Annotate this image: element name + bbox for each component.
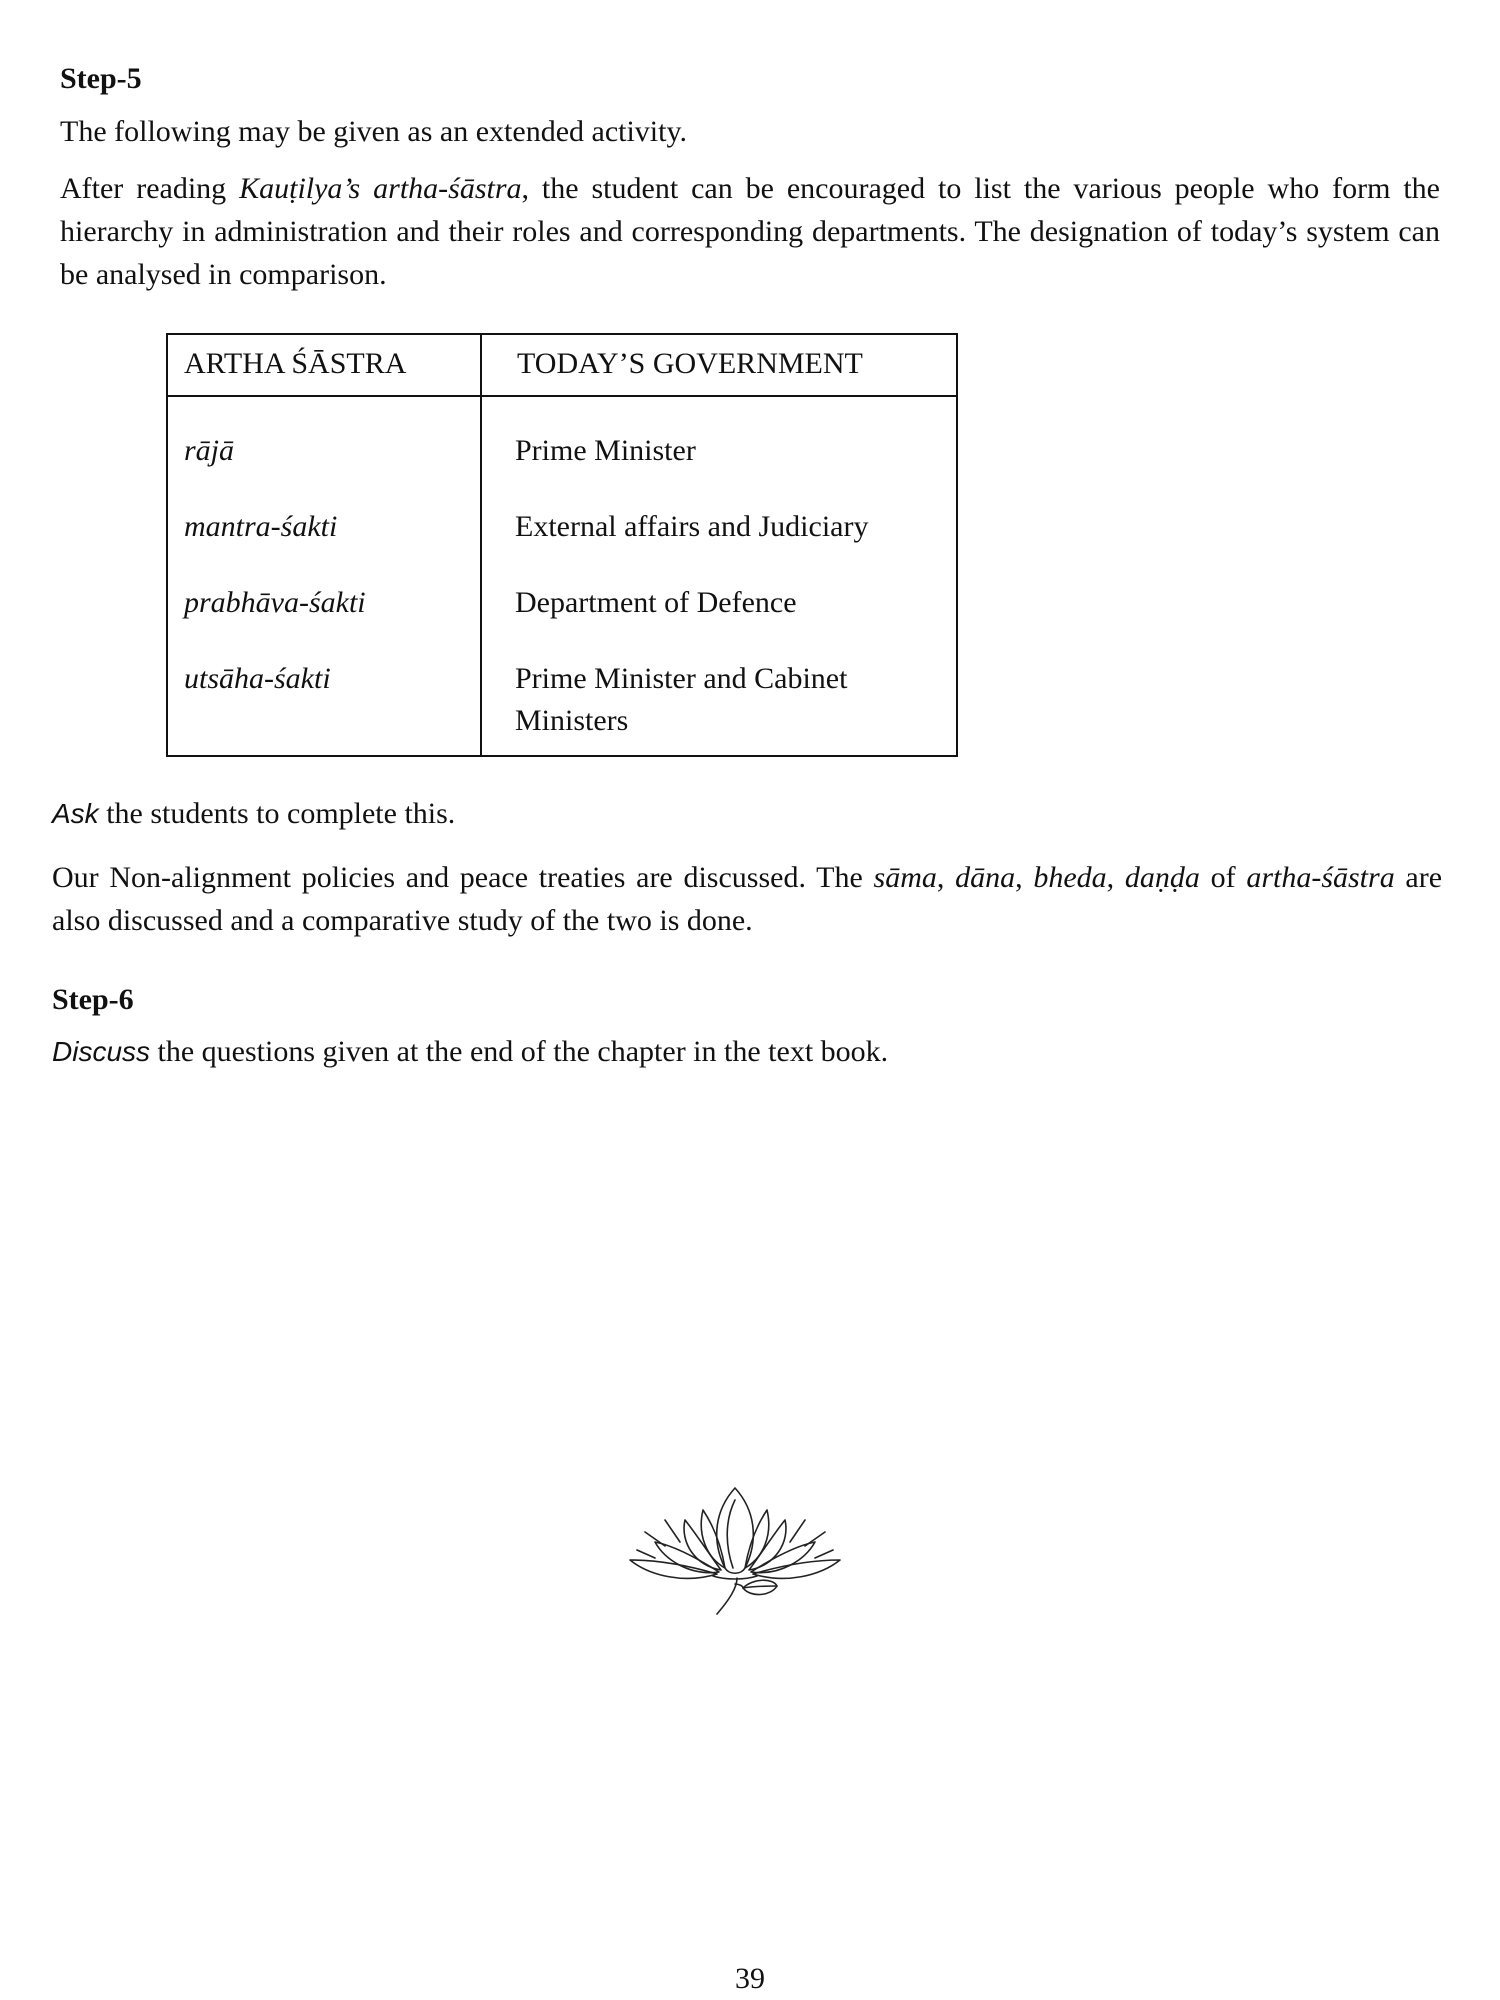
- table-cell-right: Prime Minister and Cabinet Ministers: [515, 662, 848, 737]
- table-cell-left: prabhāva-śakti: [184, 586, 366, 619]
- lotus-icon: [625, 1480, 845, 1615]
- step5-paragraph: [60, 167, 1440, 296]
- page-number: 39: [735, 1962, 765, 1995]
- table-header-divider: [168, 395, 956, 397]
- table-header-todays-government: TODAY’S GOVERNMENT: [517, 347, 863, 380]
- comparison-table: [166, 333, 958, 757]
- table-cell-left: rājā: [184, 434, 235, 467]
- table-column-divider: [480, 335, 482, 755]
- ask-instruction: Ask the students to complete this.: [52, 797, 456, 830]
- table-cell-left: utsāha-śakti: [184, 662, 331, 695]
- term-danda: daṇḍa: [1124, 861, 1200, 894]
- para-prefix: After reading: [60, 172, 240, 205]
- step5-heading: Step-5: [60, 62, 142, 95]
- term-bheda: bheda: [1033, 861, 1107, 894]
- term-sama: sāma: [873, 861, 937, 894]
- table-cell-right: Prime Minister: [515, 434, 696, 467]
- discussion-paragraph: Our Non-alignment policies and peace treaties are discussed. The sāma, dāna, bheda, daṇḍa of artha-śāstra are also discussed and a comparative study of the two is done.: [52, 861, 1443, 937]
- table-header-artha-sastra: ARTHA ŚĀSTRA: [184, 347, 407, 380]
- term-dana: dāna: [955, 861, 1016, 894]
- work-title: artha-śāstra: [373, 172, 522, 205]
- table-cell-right: Department of Defence: [515, 586, 797, 619]
- para-rest: , the student can be encouraged to list the various people who form the hierarchy in administration and their roles and corresponding departments. The designation of today’s system can be analysed in comparison.: [60, 172, 1440, 291]
- step5-intro: The following may be given as an extended activity.: [60, 115, 688, 148]
- table-cell-left: mantra-śakti: [184, 510, 338, 543]
- author-name: Kauṭilya’s: [239, 172, 361, 205]
- table-cell-right: External affairs and Judiciary: [515, 510, 869, 543]
- work-title: artha-śāstra: [1246, 861, 1395, 894]
- ask-verb: Ask: [52, 798, 99, 829]
- discuss-verb: Discuss: [52, 1036, 151, 1067]
- step6-instruction: Discuss the questions given at the end of the chapter in the text book.: [52, 1035, 889, 1068]
- step6-heading: Step-6: [52, 983, 134, 1016]
